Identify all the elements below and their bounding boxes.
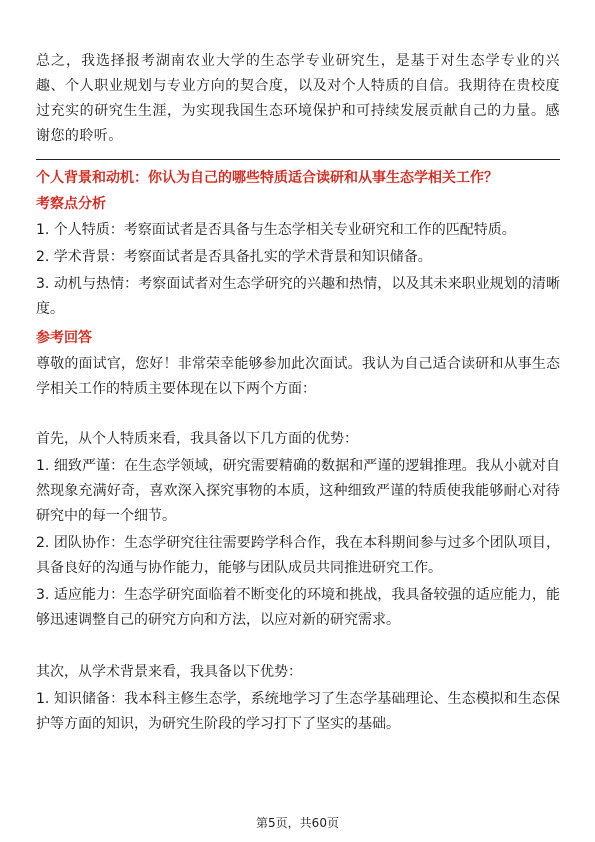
- page-number: 第5页，共60页: [256, 816, 339, 830]
- analysis-item: 1. 个人特质：考察面试者是否具备与生态学相关专业研究和工作的匹配特质。: [36, 222, 516, 238]
- blank-line: [36, 635, 560, 660]
- first-item: 2. 团队协作：生态学研究往往需要跨学科合作，我在本科期间参与过多个团队项目，具备良好的沟通与协作能力，能够与团队成员共同推进研究工作。: [36, 535, 560, 576]
- intro-paragraph: 总之，我选择报考湖南农业大学的生态学专业研究生，是基于对生态学专业的兴趣、个人职业规划与专业方向的契合度，以及对个人特质的自信。我期待在贵校度过充实的研究生生涯，为实现我国生态环境保护和可持续发展贡献自己的力量。感谢您的聆听。: [36, 53, 560, 144]
- analysis-item: 3. 动机与热情：考察面试者对生态学研究的兴趣和热情，以及其未来职业规划的清晰度。: [36, 276, 560, 317]
- second-lead: 其次，从学术背景来看，我具备以下优势：: [36, 664, 302, 680]
- answer-heading: 参考回答: [36, 330, 92, 346]
- analysis-heading: 考察点分析: [36, 196, 106, 212]
- blank-line: [36, 402, 560, 427]
- first-lead: 首先，从个人特质来看，我具备以下几方面的优势：: [36, 431, 358, 447]
- section-divider: [36, 159, 560, 160]
- question-title: 个人背景和动机：你认为自己的哪些特质适合读研和从事生态学相关工作？: [36, 170, 498, 186]
- first-item: 3. 适应能力：生态学研究面临着不断变化的环境和挑战，我具备较强的适应能力，能够迅速调整自己的研究方向和方法，以应对新的研究需求。: [36, 587, 560, 628]
- answer-opening: 尊敬的面试官，您好！非常荣幸能够参加此次面试。我认为自己适合读研和从事生态学相关工作的特质主要体现在以下两个方面：: [36, 356, 560, 397]
- analysis-item: 2. 学术背景：考察面试者是否具备扎实的学术背景和知识储备。: [36, 249, 432, 265]
- page-content: [36, 49, 560, 739]
- first-item: 1. 细致严谨：在生态学领域，研究需要精确的数据和严谨的逻辑推理。我从小就对自然现象充满好奇，喜欢深入探究事物的本质，这种细致严谨的特质使我能够耐心对待研究中的每一个细节。: [36, 458, 560, 524]
- second-item: 1. 知识储备：我本科主修生态学，系统地学习了生态学基础理论、生态模拟和生态保护等方面的知识，为研究生阶段的学习打下了坚实的基础。: [36, 691, 560, 732]
